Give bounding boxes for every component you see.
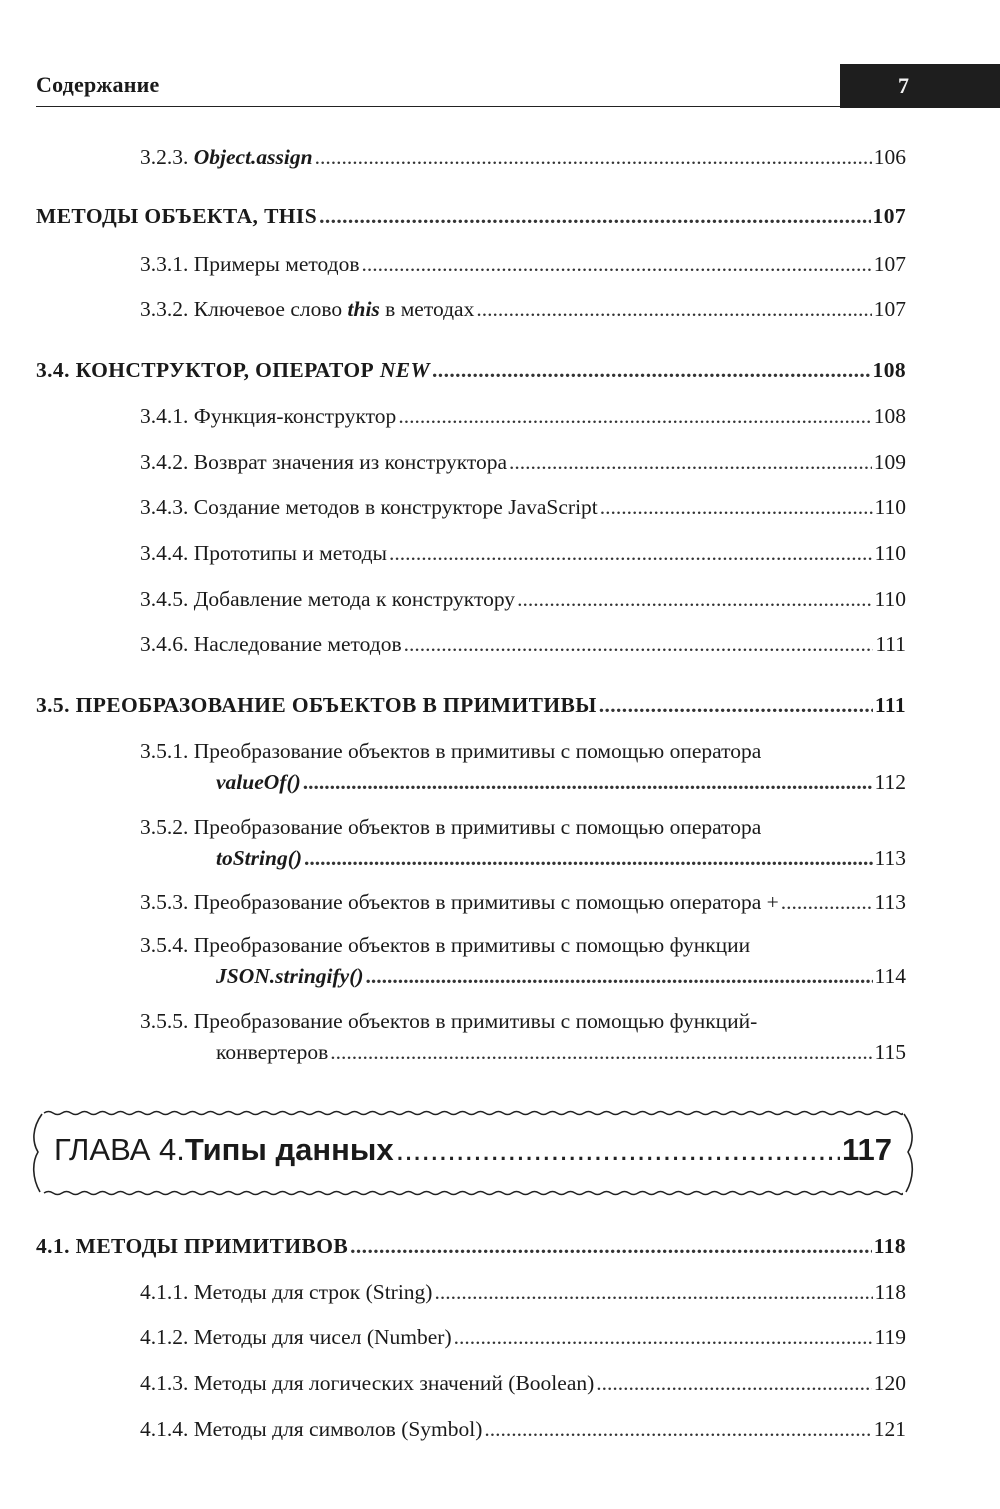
toc-entry-3-5-5[interactable] xyxy=(0,1006,1000,1070)
dot-leader xyxy=(303,767,873,797)
dot-leader xyxy=(600,492,873,522)
entry-page: 115 xyxy=(874,1040,906,1064)
entry-title: 4.1.3. Методы для логических значений (Boolean) xyxy=(140,1371,595,1395)
page-number: 7 xyxy=(898,73,909,98)
section-page: 108 xyxy=(872,358,906,382)
dot-leader xyxy=(476,294,871,324)
page-number-tab xyxy=(840,64,1000,108)
entry-title-line1: 3.5.4. Преобразование объектов в примитивы с помощью функции xyxy=(140,933,751,957)
toc-entry-3-5-3[interactable] xyxy=(140,887,906,917)
entry-number: 3.2.3. xyxy=(140,145,189,169)
dot-leader xyxy=(304,843,873,873)
entry-title: 3.4.3. Создание методов в конструкторе JavaScript xyxy=(140,495,598,519)
entry-page: 118 xyxy=(874,1280,906,1304)
entry-title-pre: 3.3.2. Ключевое слово xyxy=(140,297,348,321)
entry-page: 108 xyxy=(873,404,906,428)
entry-title-line1: 3.5.1. Преобразование объектов в примитивы с помощью оператора xyxy=(140,739,762,763)
entry-page: 106 xyxy=(873,145,906,169)
dot-leader xyxy=(398,401,871,431)
toc-section-4-1[interactable] xyxy=(36,1231,906,1261)
entry-title: Object.assign xyxy=(193,145,313,169)
entry-page: 114 xyxy=(874,964,906,988)
entry-title: 4.1.4. Методы для символов (Symbol) xyxy=(140,1417,483,1441)
toc-entry-4-1-4[interactable] xyxy=(140,1414,906,1444)
dot-leader xyxy=(389,538,873,568)
entry-title: 4.1.1. Методы для строк (String) xyxy=(140,1280,433,1304)
header-rule xyxy=(36,106,840,107)
entry-title-line1: 3.5.5. Преобразование объектов в примитивы с помощью функций- xyxy=(140,1009,758,1033)
entry-page: 113 xyxy=(874,846,906,870)
entry-page: 120 xyxy=(873,1371,906,1395)
header-title: Содержание xyxy=(36,72,160,97)
section-page: 107 xyxy=(872,204,906,228)
entry-page: 110 xyxy=(874,587,906,611)
entry-page: 107 xyxy=(873,252,906,276)
dot-leader xyxy=(509,447,872,477)
entry-title-post: в методах xyxy=(379,297,475,321)
dot-leader xyxy=(404,629,874,659)
toc-section-3-4[interactable] xyxy=(36,355,906,385)
toc-entry-3-5-4[interactable] xyxy=(0,930,1000,994)
toc-entry-3-4-3[interactable] xyxy=(140,492,906,522)
toc-entry-4-1-3[interactable] xyxy=(140,1368,906,1398)
toc-entry-3-5-2[interactable] xyxy=(0,812,1000,876)
dot-leader xyxy=(599,690,873,720)
toc-entry-3-4-1[interactable] xyxy=(140,401,906,431)
section-title: МЕТОДЫ ОБЪЕКТА, THIS xyxy=(36,204,318,228)
toc-entry-3-3-1[interactable] xyxy=(140,249,906,279)
entry-title: 3.4.2. Возврат значения из конструктора xyxy=(140,450,508,474)
toc-entry-3-4-4[interactable] xyxy=(140,538,906,568)
dot-leader xyxy=(361,249,871,279)
entry-page: 119 xyxy=(874,1325,906,1349)
toc-entry-3-3-2[interactable] xyxy=(140,294,906,324)
entry-page: 121 xyxy=(873,1417,906,1441)
toc-entry-4-1-2[interactable] xyxy=(140,1322,906,1352)
chapter-banner[interactable] xyxy=(30,1108,915,1196)
section-title: 4.1. МЕТОДЫ ПРИМИТИВОВ xyxy=(36,1234,349,1258)
dot-leader xyxy=(396,1132,840,1168)
entry-title: 3.4.1. Функция-конструктор xyxy=(140,404,397,428)
entry-title: 3.4.4. Прототипы и методы xyxy=(140,541,387,565)
dot-leader xyxy=(319,201,870,231)
toc-entry-3-4-5[interactable] xyxy=(140,584,906,614)
dot-leader xyxy=(517,584,872,614)
chapter-label: ГЛАВА 4. xyxy=(54,1132,185,1167)
entry-title-line1: 3.5.2. Преобразование объектов в примитивы с помощью оператора xyxy=(140,815,762,839)
section-page: 118 xyxy=(873,1234,906,1258)
entry-title: 4.1.2. Методы для чисел (Number) xyxy=(140,1325,452,1349)
entry-title-method: valueOf() xyxy=(216,770,301,794)
entry-title-method: JSON.stringify() xyxy=(216,964,364,988)
entry-page: 109 xyxy=(873,450,906,474)
entry-title: 3.4.6. Наследование методов xyxy=(140,632,402,656)
section-page: 111 xyxy=(874,693,906,717)
toc-entry-3-5-1[interactable] xyxy=(0,736,1000,800)
dot-leader xyxy=(315,142,872,172)
entry-title-keyword: this xyxy=(347,297,380,321)
entry-page: 107 xyxy=(873,297,906,321)
entry-title: 3.3.1. Примеры методов xyxy=(140,252,360,276)
dot-leader xyxy=(432,355,871,385)
entry-page: 111 xyxy=(875,632,906,656)
dot-leader xyxy=(596,1368,871,1398)
entry-page: 110 xyxy=(874,495,906,519)
chapter-page: 117 xyxy=(841,1132,892,1167)
toc-entry-3-4-2[interactable] xyxy=(140,447,906,477)
dot-leader xyxy=(350,1231,872,1261)
entry-title: 3.5.3. Преобразование объектов в примитивы с помощью оператора + xyxy=(140,890,779,914)
section-title: 3.4. КОНСТРУКТОР, ОПЕРАТОР xyxy=(36,358,380,382)
entry-title: 3.4.5. Добавление метода к конструктору xyxy=(140,587,516,611)
dot-leader xyxy=(434,1277,872,1307)
toc-entry-3-2-3[interactable] xyxy=(140,142,906,172)
chapter-title: Типы данных xyxy=(184,1132,394,1167)
entry-title-method: toString() xyxy=(216,846,303,870)
dot-leader xyxy=(454,1322,873,1352)
dot-leader xyxy=(330,1037,872,1067)
dot-leader xyxy=(484,1414,871,1444)
toc-section-3-3[interactable] xyxy=(36,201,906,231)
entry-page: 112 xyxy=(874,770,906,794)
toc-entry-4-1-1[interactable] xyxy=(140,1277,906,1307)
entry-title-line2: конвертеров xyxy=(216,1040,329,1064)
section-title: 3.5. ПРЕОБРАЗОВАНИЕ ОБЪЕКТОВ В ПРИМИТИВЫ xyxy=(36,693,597,717)
dot-leader xyxy=(781,887,873,917)
toc-entry-3-4-6[interactable] xyxy=(140,629,906,659)
dot-leader xyxy=(366,961,873,991)
running-header xyxy=(36,64,1000,108)
section-title-keyword: NEW xyxy=(379,358,431,382)
entry-page: 110 xyxy=(874,541,906,565)
entry-page: 113 xyxy=(874,890,906,914)
toc-section-3-5[interactable] xyxy=(36,690,906,720)
